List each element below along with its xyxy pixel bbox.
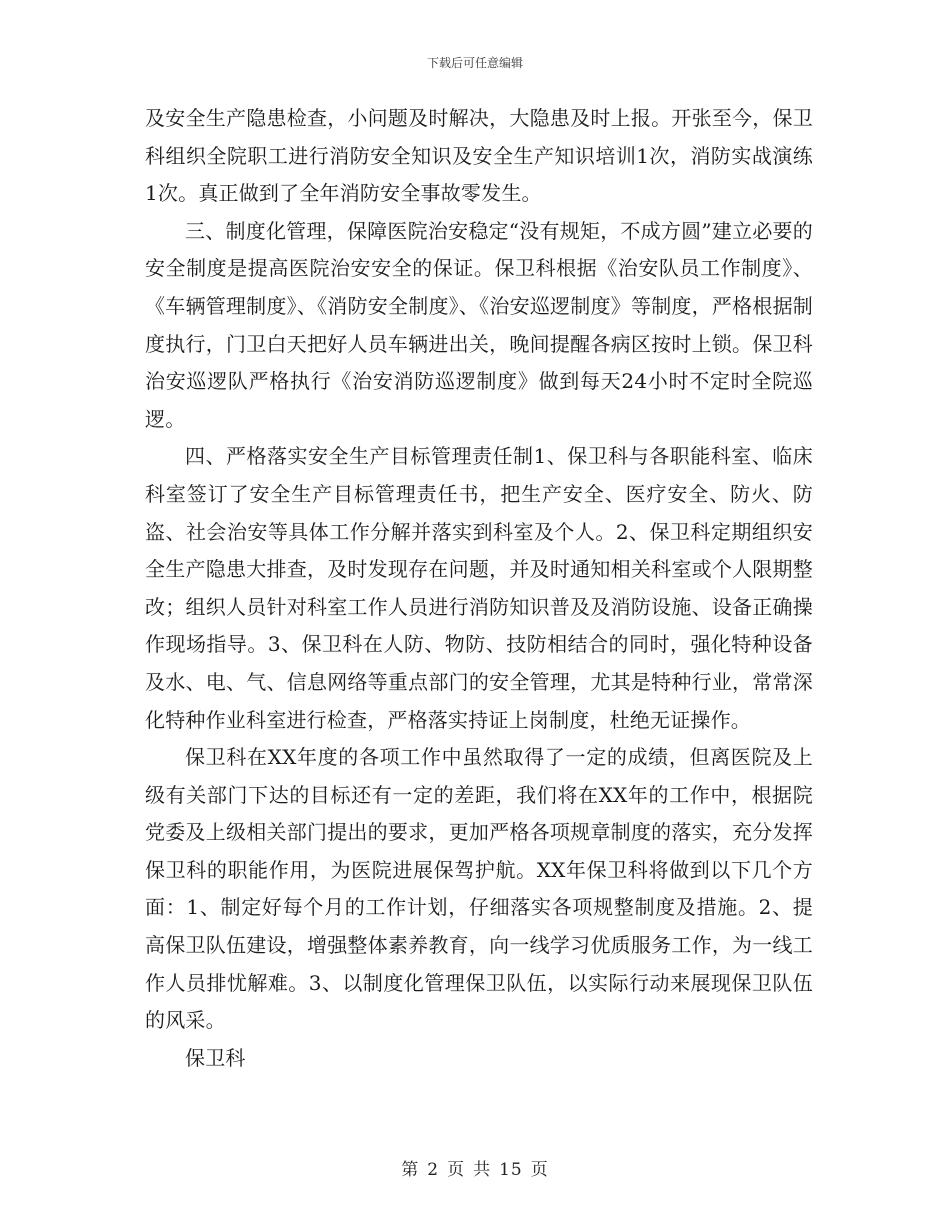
paragraph-1: 及安全生产隐患检查，小问题及时解决，大隐患及时上报。开张至今，保卫科组织全院职工进行消防安全知识及安全生产知识培训1次，消防实战演练1次。真正做到了全年消防安全事故零发生。: [145, 106, 813, 206]
total-prefix: 共: [473, 1160, 492, 1180]
page-prefix: 第: [401, 1160, 420, 1180]
signature-line: 保卫科: [185, 1045, 246, 1070]
current-page-number: 2: [427, 1160, 440, 1180]
header-note: 下载后可任意编辑: [426, 56, 523, 70]
document-body: [145, 100, 813, 1077]
paragraph-4: 保卫科在XX年度的各项工作中虽然取得了一定的成绩，但离医院及上级有关部门下达的目标还有一定的差距，我们将在XX年的工作中，根据院党委及上级相关部门提出的要求，更加严格各项规章制度的落实，充分发挥保卫科的职能作用，为医院进展保驾护航。XX年保卫科将做到以下几个方面：1、制定好每个月的工作计划，仔细落实各项规整制度及措施。2、提高保卫队伍建设，增强整体素养教育，向一线学习优质服务工作，为一线工作人员排忧解难。3、以制度化管理保卫队伍，以实际行动来展现保卫队伍的风采。: [145, 745, 813, 1033]
page-number-footer: [0, 1155, 950, 1180]
paragraph-3: 四、严格落实安全生产目标管理责任制1、保卫科与各职能科室、临床科室签订了安全生产目标管理责任书，把生产安全、医疗安全、防火、防盗、社会治安等具体工作分解并落实到科室及个人。2、保卫科定期组织安全生产隐患大排查，及时发现存在问题，并及时通知相关科室或个人限期整改；组织人员针对科室工作人员进行消防知识普及及消防设施、设备正确操作现场指导。3、保卫科在人防、物防、技防相结合的同时，强化特种设备及水、电、气、信息网络等重点部门的安全管理，尤其是特种行业，常常深化特种作业科室进行检查，严格落实持证上岗制度，杜绝无证操作。: [145, 444, 813, 732]
paragraph-2: 三、制度化管理，保障医院治安稳定“没有规矩，不成方圆”建立必要的安全制度是提高医院治安安全的保证。保卫科根据《治安队员工作制度》、《车辆管理制度》、《消防安全制度》、《治安巡逻制度》等制度，严格根据制度执行，门卫白天把好人员车辆进出关，晚间提醒各病区按时上锁。保卫科治安巡逻队严格执行《治安消防巡逻制度》做到每天24小时不定时全院巡逻。: [145, 218, 813, 431]
total-pages-number: 15: [499, 1160, 523, 1180]
page-suffix: 页: [530, 1160, 549, 1180]
page-mid: 页: [447, 1160, 466, 1180]
